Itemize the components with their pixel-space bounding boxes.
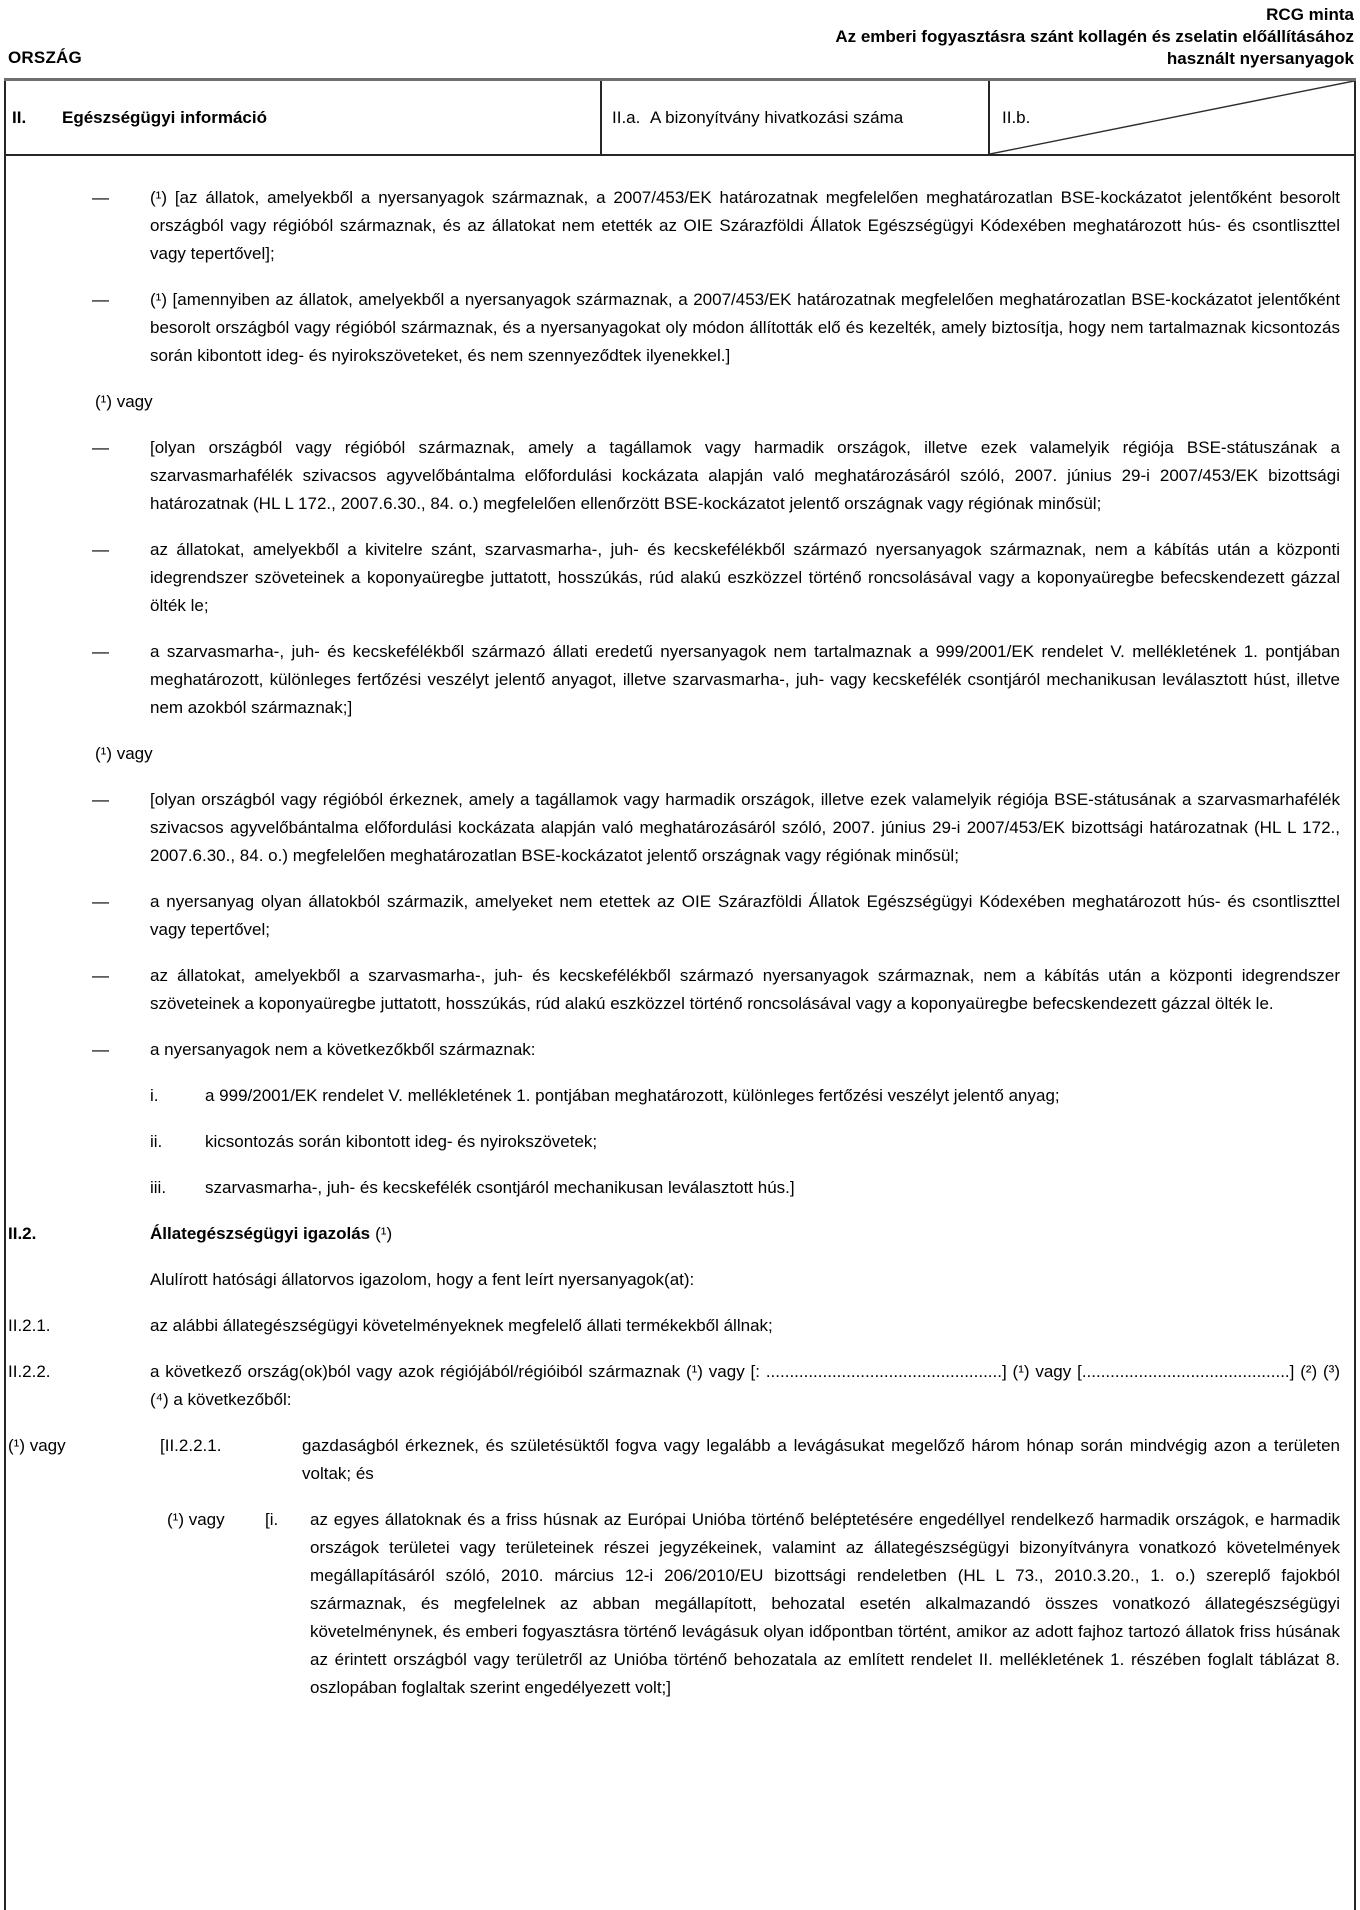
section-title: Egészségügyi információ xyxy=(62,107,267,127)
subtitle-line-2: használt nyersanyagok xyxy=(1166,49,1354,68)
clause-ii22 xyxy=(8,1358,1340,1414)
clause-ii221-text: gazdaságból érkeznek, és születésüktől fogva vagy legalább a levágásukat megelőző három hónap során mindvégig azon a területen voltak; és xyxy=(302,1436,1340,1483)
dash-bullet: — xyxy=(92,790,109,809)
dash-item-text: (¹) [amennyiben az állatok, amelyekből a nyersanyagok származnak, a 2007/453/EK határozatnak megfelelően meghatározatlan BSE-kockázatot jelentőként besorolt országból vagy régióból származnak, és a nyersanyagokat oly módon állították elő és kezelték, amely biztosítja, hogy nem tartalmaznak kicsontozás során kibontott ideg- és nyirokszöveteket, és nem szennyeződtek ilyenekkel.] xyxy=(150,290,1340,365)
dash-item-text: a nyersanyagok nem a következőkből származnak: xyxy=(150,1040,536,1059)
dash-bullet: — xyxy=(92,966,109,985)
dash-bullet: — xyxy=(92,290,109,309)
dash-item-text: a szarvasmarha-, juh- és kecskefélékből származó állati eredetű nyersanyagok nem tartalmaznak a 999/2001/EK rendelet V. mellékletének 1. pontjában meghatározott, különleges fertőzési veszélyt jelentő anyagot, illetve szarvasmarha-, juh- vagy kecskefélék csontjáról mechanikusan leválasztott húst, illetve nem azokból származnak;] xyxy=(150,642,1340,717)
page-header xyxy=(0,0,1360,78)
model-label: RCG minta xyxy=(1266,5,1354,24)
indent-spacer xyxy=(8,1506,167,1702)
dash-item-text: [olyan országból vagy régióból érkeznek, amely a tagállamok vagy harmadik országok, illetve ezek valamelyik régiója BSE-státusának a szarvasmarhafélék szivacsos agyvelőbántalma előfordulási kockázata alapján való meghatározásáról szóló, 2007. június 29-i 2007/453/EK bizottsági határozatnak (HL L 172., 2007.6.30., 84. o.) megfelelően meghatározatlan BSE-kockázatot jelentő országnak vagy régiónak minősül; xyxy=(150,790,1340,865)
document-title xyxy=(835,4,1354,70)
clause-ii21-number: II.2.1. xyxy=(8,1316,51,1335)
dash-item xyxy=(92,286,1340,370)
section-number: II. xyxy=(12,107,27,127)
header-table xyxy=(4,78,1356,156)
footnote-marker: (¹) xyxy=(375,1224,393,1243)
clause-ii21-text: az alábbi állategészségügyi követelményeknek megfelelő állati termékekből állnak; xyxy=(150,1316,773,1335)
or-rail: (¹) vagy xyxy=(8,1436,66,1455)
clause-ii22-text: a következő ország(ok)ból vagy azok régiójából/régióiból származnak (¹) vagy [: ..................................................] (¹) vagy [............................................] (²) (³) (⁴) a következőből: xyxy=(150,1362,1340,1409)
or-rail: (¹) vagy xyxy=(167,1510,225,1529)
dash-bullet: — xyxy=(92,188,109,207)
dash-item-text: (¹) [az állatok, amelyekből a nyersanyagok származnak, a 2007/453/EK határozatnak megfelelően meghatározatlan BSE-kockázatot jelentőként besorolt országból vagy régióból származnak, és az állatokat nem etették az OIE Szárazföldi Állatok Egészségügyi Kódexében meghatározott hús- és csontliszttel vagy tepertővel]; xyxy=(150,188,1340,263)
diagonal-line xyxy=(990,81,1354,154)
clause-i xyxy=(8,1506,1340,1702)
dash-bullet: — xyxy=(92,1040,109,1059)
subtitle-line-1: Az emberi fogyasztásra szánt kollagén és zselatin előállításához xyxy=(835,27,1354,46)
section-ii2-title: Állategészségügyi igazolás xyxy=(150,1224,371,1243)
dash-item-text: az állatokat, amelyekből a kivitelre szánt, szarvasmarha-, juh- és kecskefélékből származó nyersanyagok származnak, nem a kábítás után a központi idegrendszer szöveteinek a koponyaüregbe juttatott, hosszúkás, rúd alakú eszközzel történő roncsolásával vagy a koponyaüregbe befecskendezett gázzal ölték le; xyxy=(150,540,1340,615)
or-separator: (¹) vagy xyxy=(95,744,153,763)
clause-i-number: [i. xyxy=(265,1510,279,1529)
dash-bullet: — xyxy=(92,642,109,661)
clause-ii22-number: II.2.2. xyxy=(8,1362,51,1381)
roman-label: ii. xyxy=(150,1132,163,1151)
dash-item xyxy=(92,786,1340,870)
health-information-body xyxy=(4,156,1356,1910)
iib-label: II.b. xyxy=(1002,107,1031,127)
dash-item xyxy=(92,434,1340,518)
ref-label: A bizonyítvány hivatkozási száma xyxy=(650,107,904,127)
dash-item xyxy=(92,1036,1340,1064)
roman-item xyxy=(150,1174,1340,1202)
clause-i-text: az egyes állatoknak és a friss húsnak az Európai Unióba történő beléptetésére engedéllyel rendelkező harmadik országok, e harmadik országok területei vagy területeinek részei jegyzékeinek, valamint az állategészségügyi bizonyítványra vonatkozó követelmények megállapításáról szóló, 2010. március 12-i 206/2010/EU bizottsági rendeletben (HL L 73., 2010.3.20., 1. o.) szereplő fajokból származnak, és megfelelnek az abban megállapított, behozatal esetén alkalmazandó összes vonatkozó állategészségügyi követelménynek, és emberi fogyasztásra történő levágásuk olyan időpontban történt, amikor az adott fajhoz tartozó állatok friss húsának az érintett országból vagy területről az Unióba történő behozatala az említett rendelet II. mellékletének 1. részében foglalt táblázat 8. oszlopában foglaltak szerint engedélyezett volt;] xyxy=(310,1510,1340,1697)
dash-bullet: — xyxy=(92,540,109,559)
section-ii2-heading xyxy=(8,1220,1340,1248)
roman-text: kicsontozás során kibontott ideg- és nyirokszövetek; xyxy=(205,1132,598,1151)
clause-ii221 xyxy=(8,1432,1340,1488)
country-label: ORSZÁG xyxy=(8,48,82,67)
header-cell-certificate-reference xyxy=(600,81,988,154)
dash-item xyxy=(92,962,1340,1018)
roman-item xyxy=(150,1128,1340,1156)
clause-ii221-number: [II.2.2.1. xyxy=(160,1436,222,1455)
dash-item-text: [olyan országból vagy régióból származnak, amely a tagállamok vagy harmadik országok, illetve ezek valamelyik régiója BSE-státuszának a szarvasmarhafélék szivacsos agyvelőbántalma előfordulási kockázata alapján való meghatározásáról szóló, 2007. június 29-i 2007/453/EK bizottsági határozatnak (HL L 172., 2007.6.30., 84. o.) megfelelően ellenőrzött BSE-kockázatot jelentő országnak vagy régiónak minősül; xyxy=(150,438,1340,513)
dash-bullet: — xyxy=(92,438,109,457)
header-cell-health-info xyxy=(4,81,600,154)
or-separator: (¹) vagy xyxy=(95,392,153,411)
roman-item xyxy=(150,1082,1340,1110)
dash-item-text: a nyersanyag olyan állatokból származik, amelyeket nem etettek az OIE Szárazföldi Állatok Egészségügyi Kódexében meghatározott hús- és csontliszttel vagy tepertővel; xyxy=(150,892,1340,939)
declaration-intro: Alulírott hatósági állatorvos igazolom, hogy a fent leírt nyersanyagok(at): xyxy=(150,1270,695,1289)
roman-label: i. xyxy=(150,1086,159,1105)
roman-text: a 999/2001/EK rendelet V. mellékletének 1. pontjában meghatározott, különleges fertőzési veszélyt jelentő anyag; xyxy=(205,1086,1060,1105)
dash-bullet: — xyxy=(92,892,109,911)
dash-item xyxy=(92,184,1340,268)
clause-ii21 xyxy=(8,1312,1340,1340)
ref-number: II.a. xyxy=(612,107,641,127)
roman-text: szarvasmarha-, juh- és kecskefélék csontjáról mechanikusan leválasztott hús.] xyxy=(205,1178,795,1197)
header-cell-iib xyxy=(988,81,1356,154)
dash-item xyxy=(92,536,1340,620)
dash-item-text: az állatokat, amelyekből a szarvasmarha-, juh- és kecskefélékből származó nyersanyagok származnak, nem a kábítás után a központi idegrendszer szöveteinek a koponyaüregbe juttatott, hosszúkás, rúd alakú eszközzel történő roncsolásával vagy a koponyaüregbe befecskendezett gázzal ölték le. xyxy=(150,966,1340,1013)
dash-item xyxy=(92,638,1340,722)
section-ii2-number: II.2. xyxy=(8,1224,37,1243)
dash-item xyxy=(92,888,1340,944)
roman-label: iii. xyxy=(150,1178,167,1197)
